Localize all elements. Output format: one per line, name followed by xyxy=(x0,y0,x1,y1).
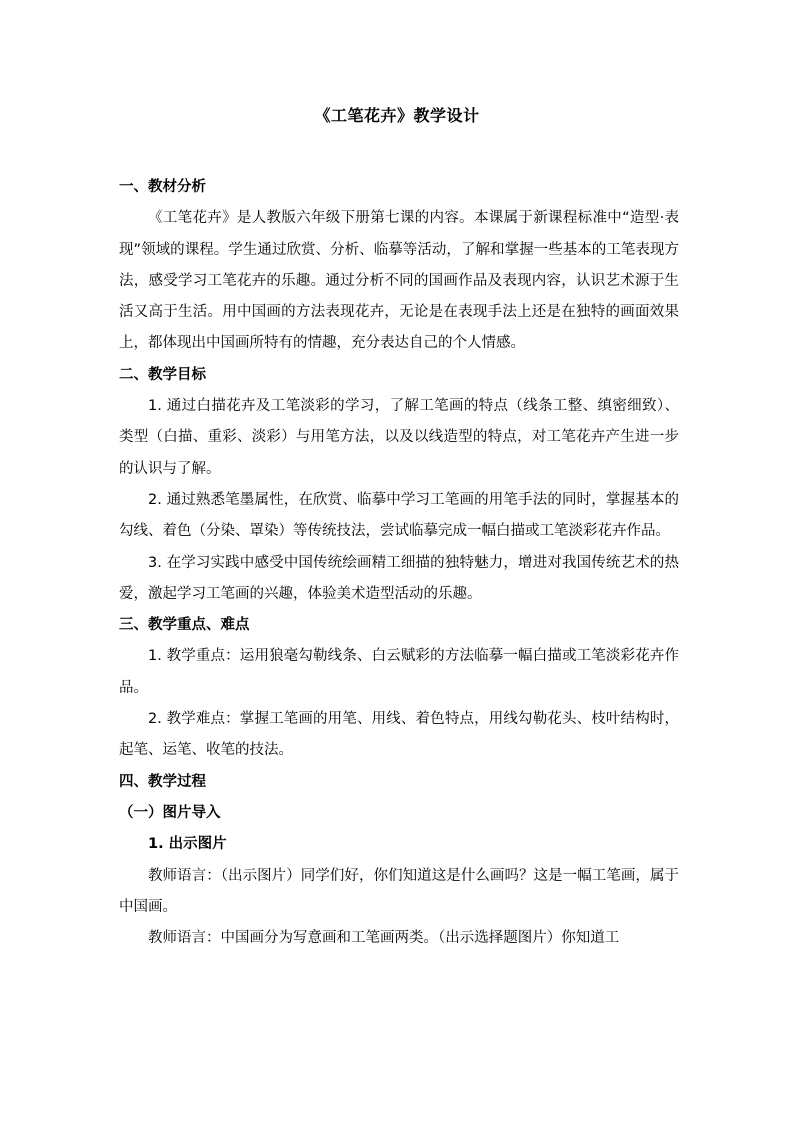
section-heading-4: 四、教学过程 xyxy=(119,773,206,790)
paragraph: 2. 教学难点：掌握工笔画的用笔、用线、着色特点，用线勾勒花头、枝叶结构时，起笔、运笔、收笔的技法。 xyxy=(119,711,679,759)
paragraph: 教师语言：（出示图片）同学们好，你们知道这是什么画吗？这是一幅工笔画，属于中国画。 xyxy=(119,867,679,915)
document-body xyxy=(119,172,679,954)
paragraph: 2. 通过熟悉笔墨属性，在欣赏、临摹中学习工笔画的用笔手法的同时，掌握基本的勾线、着色（分染、罩染）等传统技法，尝试临摹完成一幅白描或工笔淡彩花卉作品。 xyxy=(119,491,679,540)
document-title: 《工笔花卉》教学设计 xyxy=(314,106,480,125)
subsection-heading: （一）图片导入 xyxy=(119,804,221,821)
paragraph: 教师语言：中国画分为写意画和工笔画两类。（出示选择题图片）你知道工 xyxy=(148,930,620,947)
paragraph: 《工笔花卉》是人教版六年级下册第七课的内容。本课属于新课程标准中“造型·表现”领域的课程。学生通过欣赏、分析、临摹等活动，了解和掌握一些基本的工笔表现方法，感受学习工笔花卉的乐趣。通过分析不同的国画作品及表现内容，认识艺术源于生活又高于生活。用中国画的方法表现花卉，无论是在表现手法上还是在独特的画面效果上，都体现出中国画所特有的情趣，充分表达自己的个人情感。 xyxy=(119,210,679,352)
paragraph: 3. 在学习实践中感受中国传统绘画精工细描的独特魅力，增进对我国传统艺术的热爱，激起学习工笔画的兴趣，体验美术造型活动的乐趣。 xyxy=(119,554,679,602)
subsection-item-heading: 1. 出示图片 xyxy=(148,836,227,853)
paragraph: 1. 教学重点：运用狼毫勾勒线条、白云赋彩的方法临摹一幅白描或工笔淡彩花卉作品。 xyxy=(119,648,679,696)
section-heading-3: 三、教学重点、难点 xyxy=(119,617,250,634)
paragraph: 1. 通过白描花卉及工笔淡彩的学习，了解工笔画的特点（线条工整、缜密细致）、类型（白描、重彩、淡彩）与用笔方法，以及以线造型的特点，对工笔花卉产生进一步的认识与了解。 xyxy=(119,398,679,477)
section-heading-2: 二、教学目标 xyxy=(119,366,206,383)
section-heading-1: 一、教材分析 xyxy=(119,179,206,195)
